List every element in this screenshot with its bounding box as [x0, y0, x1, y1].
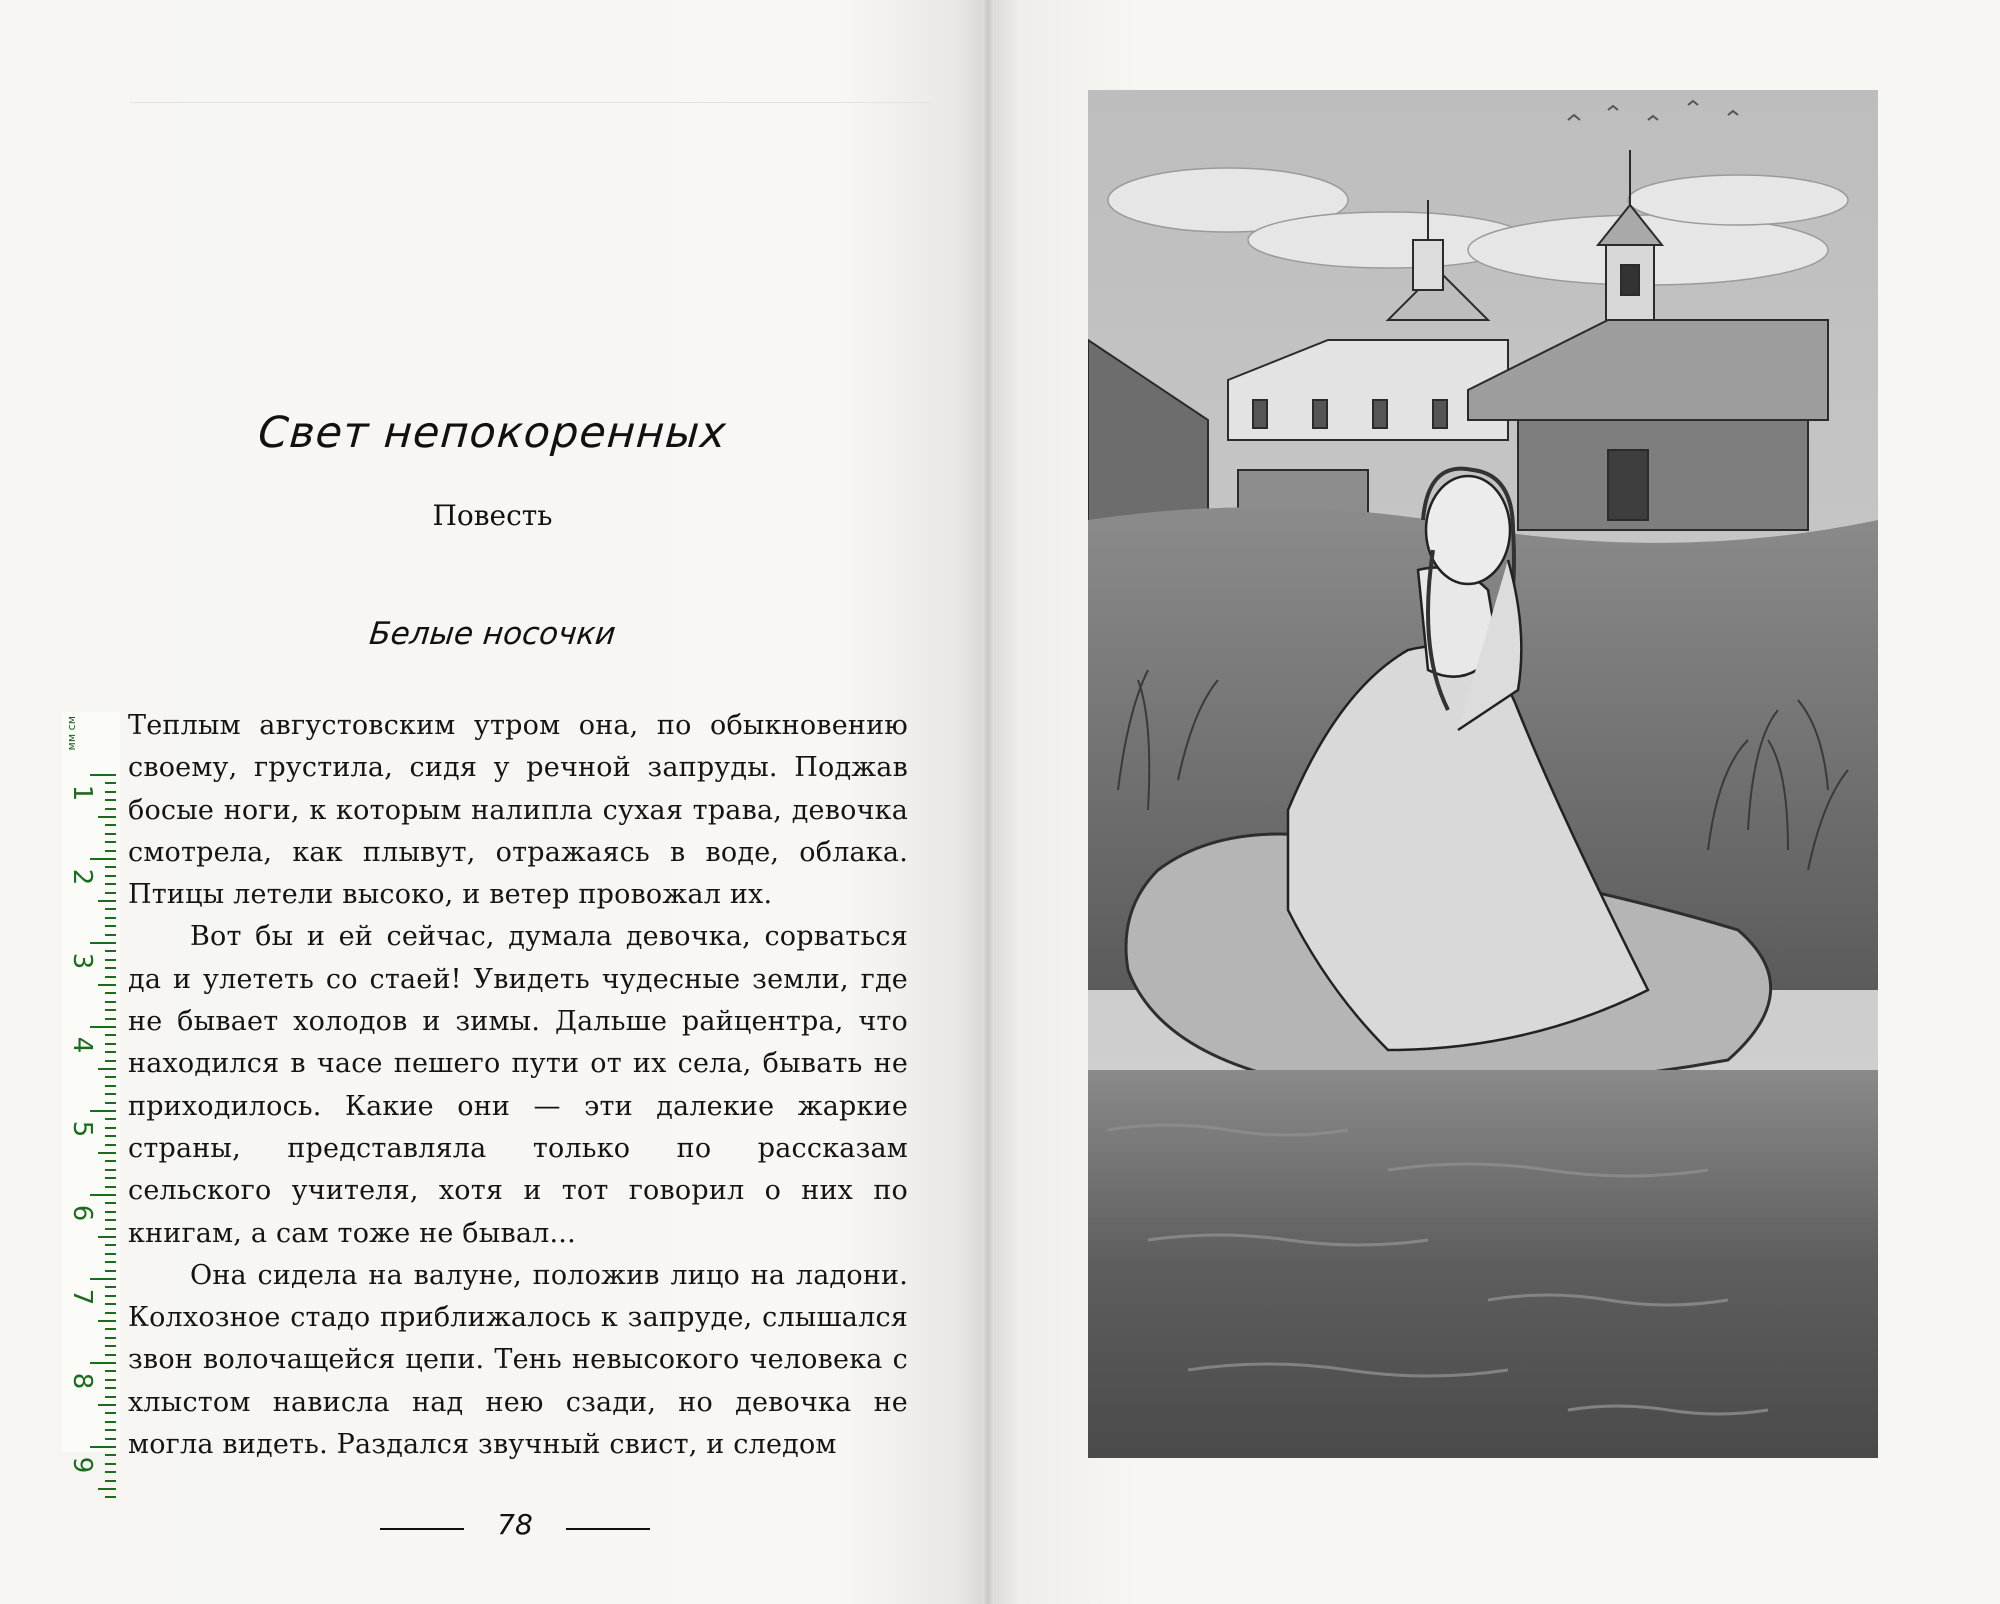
ruler-tick [105, 992, 116, 994]
folio-rule-left [380, 1528, 464, 1530]
ruler-number: 9 [67, 1456, 97, 1474]
ruler-tick [105, 1379, 116, 1381]
ruler-tick [105, 791, 116, 793]
ruler-tick [105, 1160, 116, 1162]
ruler-tick [105, 1370, 116, 1372]
folio-rule-right [566, 1528, 650, 1530]
ruler-tick [105, 1060, 116, 1062]
ruler-tick [105, 1454, 116, 1456]
ruler-tick [98, 1152, 116, 1154]
ruler-tick [105, 1102, 116, 1104]
ruler-tick [105, 1001, 116, 1003]
ruler-tick [90, 1026, 116, 1028]
ruler-number: 6 [67, 1204, 97, 1222]
ruler-tick [105, 1244, 116, 1246]
story-title: Свет непокоренных [256, 408, 729, 458]
ruler-tick [105, 1496, 116, 1498]
ruler-tick [105, 1135, 116, 1137]
ruler-tick [105, 976, 116, 978]
ruler-tick [105, 1051, 116, 1053]
ruler-tick [105, 875, 116, 877]
ruler-tick [105, 1034, 116, 1036]
girl-by-river-illustration [1088, 90, 1878, 1458]
ruler-tick [90, 858, 116, 860]
ruler-tick [90, 942, 116, 944]
running-head-rule [130, 62, 930, 103]
ruler-tick [105, 934, 116, 936]
ruler-tick [90, 1278, 116, 1280]
ruler-tick [105, 866, 116, 868]
ruler-tick [105, 1471, 116, 1473]
ruler-tick [105, 1018, 116, 1020]
ruler-tick [105, 1043, 116, 1045]
ruler-tick [105, 808, 116, 810]
ruler-tick [105, 1387, 116, 1389]
book-gutter [982, 0, 994, 1604]
ruler-tick [105, 967, 116, 969]
ruler-number: 8 [67, 1372, 97, 1390]
ruler-tick [105, 1328, 116, 1330]
ruler-tick [90, 1110, 116, 1112]
ruler-tick [105, 1253, 116, 1255]
ruler-tick [105, 1219, 116, 1221]
ruler-tick [105, 782, 116, 784]
ruler-tick [105, 1480, 116, 1482]
ruler-tick [105, 1202, 116, 1204]
ruler-tick [105, 1076, 116, 1078]
ruler-tick [105, 1295, 116, 1297]
ruler-tick [105, 833, 116, 835]
illustration-drawing [1088, 90, 1878, 1458]
ruler-tick [105, 841, 116, 843]
ruler-number: 4 [67, 1036, 97, 1054]
body-text [128, 705, 908, 1466]
ruler-tick [98, 1236, 116, 1238]
ruler-tick [105, 1085, 116, 1087]
ruler-tick [105, 892, 116, 894]
ruler-tick [98, 900, 116, 902]
ruler-number: 7 [67, 1288, 97, 1306]
ruler-tick [105, 1177, 116, 1179]
ruler-tick [105, 1421, 116, 1423]
ruler-tick [105, 799, 116, 801]
ruler-tick [98, 1488, 116, 1490]
ruler-tick [105, 1412, 116, 1414]
ruler-tick [105, 1438, 116, 1440]
page-number [380, 1508, 640, 1548]
ruler-tick [90, 1362, 116, 1364]
ruler-tick [105, 1186, 116, 1188]
ruler-tick [105, 850, 116, 852]
ruler-unit-label: мм см [65, 716, 78, 751]
ruler-number: 1 [67, 784, 97, 802]
ruler-tick [105, 1270, 116, 1272]
ruler-tick [105, 883, 116, 885]
section-title: Белые носочки [367, 616, 618, 652]
ruler-tick [105, 1261, 116, 1263]
ruler-tick [98, 1404, 116, 1406]
ruler-tick [105, 1093, 116, 1095]
page-number-text: 78 [497, 1508, 533, 1541]
ruler-tick [105, 925, 116, 927]
ruler-tick [98, 816, 116, 818]
ruler-tick [105, 824, 116, 826]
ruler-tick [105, 1337, 116, 1339]
ruler-tick [105, 1463, 116, 1465]
measurement-ruler [62, 712, 120, 1474]
ruler-tick [105, 917, 116, 919]
ruler-tick [105, 1169, 116, 1171]
ruler-tick [105, 1354, 116, 1356]
ruler-tick [98, 1320, 116, 1322]
ruler-tick [105, 1144, 116, 1146]
ruler-number: 2 [67, 868, 97, 886]
ruler-tick [105, 959, 116, 961]
ruler-number: 3 [67, 952, 97, 970]
paragraph-1: Теплым августовским утром она, по обыкновению своему, грустила, сидя у речной запруды. Поджав босые ноги, к которым налипла сухая трава, девочка смотрела, как плывут, отражаясь в воде, облака. Птицы летели высоко, и ветер провожал их. [128, 710, 908, 911]
ruler-tick [105, 1127, 116, 1129]
ruler-tick [105, 1009, 116, 1011]
ruler-tick [105, 908, 116, 910]
ruler-tick [105, 1211, 116, 1213]
paragraph-3: Она сидела на валуне, положив лицо на ладони. Колхозное стадо приближалось к запруде, слышался звон волочащейся цепи. Тень невысокого человека с хлыстом нависла над нею сзади, но девочка не могла видеть. Раздался звучный свист, и следом [128, 1259, 908, 1461]
ruler-tick [105, 1118, 116, 1120]
ruler-tick [105, 1312, 116, 1314]
ruler-tick [98, 1068, 116, 1070]
ruler-tick [105, 950, 116, 952]
paragraph-2: Вот бы и ей сейчас, думала девочка, сорваться да и улететь со стаей! Увидеть чудесные земли, где не бывает холодов и зимы. Дальше райцентра, что находился в часе пешего пути от их села, бывать не приходилось. Какие они — эти далекие жаркие страны, представляла только по рассказам сельского учителя, хотя и тот говорил о них по книгам, а сам тоже не бывал... [128, 921, 908, 1249]
ruler-tick [105, 1429, 116, 1431]
ruler-tick [105, 1396, 116, 1398]
ruler-tick [90, 774, 116, 776]
ruler-number: 5 [67, 1120, 97, 1138]
ruler-tick [105, 1303, 116, 1305]
ruler-tick [90, 1446, 116, 1448]
ruler-tick [90, 1194, 116, 1196]
ruler-tick [98, 984, 116, 986]
story-subtitle: Повесть [432, 499, 553, 532]
ruler-tick [105, 1345, 116, 1347]
ruler-tick [105, 1228, 116, 1230]
ruler-tick [105, 1286, 116, 1288]
